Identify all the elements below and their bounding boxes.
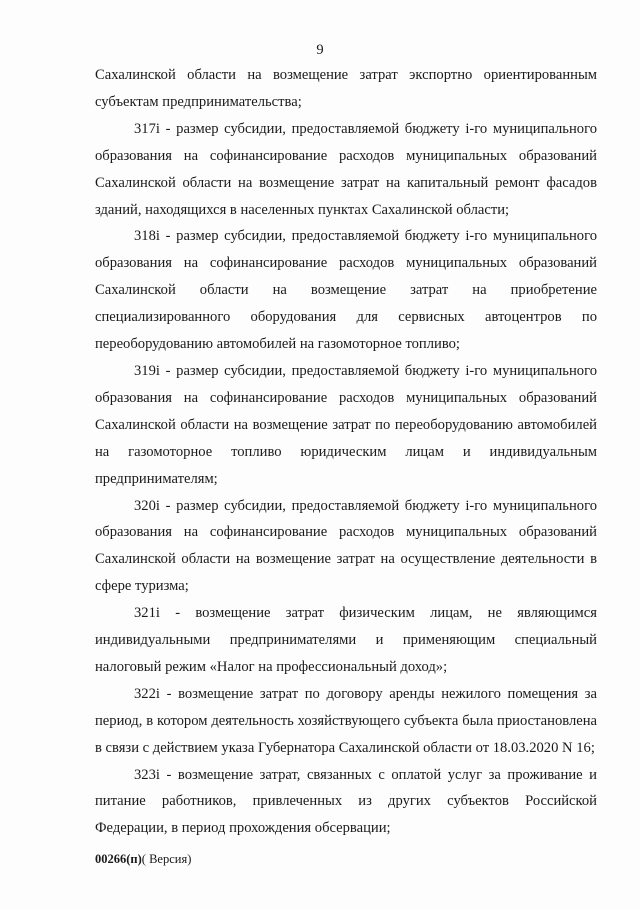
document-body xyxy=(95,62,597,842)
paragraph-321i: 321i - возмещение затрат физическим лицам, не являющимся индивидуальными предпринимателями и применяющим специальный налоговый режим «Налог на профессиональный доход»; xyxy=(95,605,597,675)
paragraph-322i: 322i - возмещение затрат по договору аренды нежилого помещения за период, в котором деятельность хозяйствующего субъекта была приостановлена в связи с действием указа Губернатора Сахалинской области от 18.03.2020 N 16; xyxy=(95,685,597,756)
document-code: 00266(п) xyxy=(95,852,142,866)
page-number: 9 xyxy=(316,42,324,58)
paragraph-323i: 323i - возмещение затрат, связанных с оплатой услуг за проживание и питание работников, привлеченных из других субъектов Российской Федерации, в период прохождения обсервации; xyxy=(95,766,597,837)
document-version: ( Версия) xyxy=(141,852,192,866)
document-footer xyxy=(95,851,191,867)
paragraph-320i: 320i - размер субсидии, предоставляемой бюджету i-го муниципального образования на софинансирование расходов муниципальных образований Сахалинской области на возмещение затрат на осуществление деятельности в сфере туризма; xyxy=(95,497,597,595)
paragraph-319i: 319i - размер субсидии, предоставляемой бюджету i-го муниципального образования на софинансирование расходов муниципальных образований Сахалинской области на возмещение затрат по переоборудованию автомобилей на газомоторное топливо юридическим лицам и индивидуальным предпринимателям; xyxy=(95,362,597,487)
paragraph-318i: 318i - размер субсидии, предоставляемой бюджету i-го муниципального образования на софинансирование расходов муниципальных образований Сахалинской области на возмещение затрат на приобретение специализированного оборудования для сервисных автоцентров по переоборудованию автомобилей на газомоторное топливо; xyxy=(95,228,597,353)
paragraph-317i: 317i - размер субсидии, предоставляемой бюджету i-го муниципального образования на софинансирование расходов муниципальных образований Сахалинской области на возмещение затрат на капитальный ремонт фасадов зданий, находящихся в населенных пунктах Сахалинской области; xyxy=(95,120,597,218)
paragraph-continuation: Сахалинской области на возмещение затрат экспортно ориентированным субъектам предпринимательства; xyxy=(95,67,597,110)
